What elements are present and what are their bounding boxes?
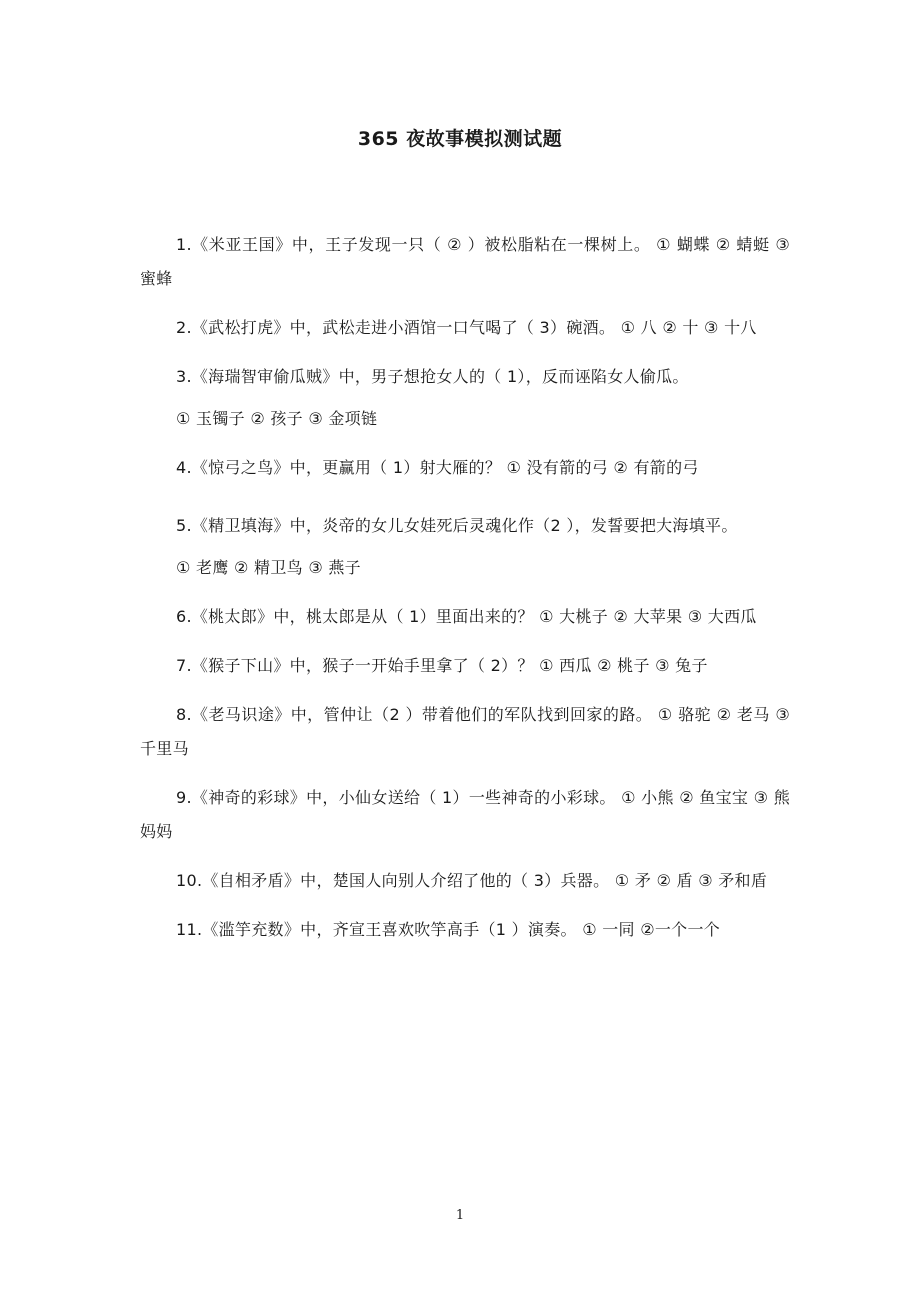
question-11: 11.《滥竽充数》中，齐宣王喜欢吹竽高手（1 ）演奏。 ① 一同 ②一个一个 <box>176 920 721 939</box>
page-title: 365 夜故事模拟测试题 <box>357 128 563 150</box>
question-5-options: ① 老鹰 ② 精卫鸟 ③ 燕子 <box>176 558 361 577</box>
page-number: 1 <box>455 1208 465 1223</box>
question-7: 7.《猴子下山》中，猴子一开始手里拿了（ 2）？ ① 西瓜 ② 桃子 ③ 兔子 <box>176 656 708 675</box>
question-list <box>140 228 790 962</box>
question-8: 8.《老马识途》中，管仲让（2 ）带着他们的军队找到回家的路。 ① 骆驼 ② 老马 ③ 千里马 <box>140 705 790 758</box>
question-6: 6.《桃太郎》中，桃太郎是从（ 1）里面出来的？ ① 大桃子 ② 大苹果 ③ 大西瓜 <box>176 607 757 626</box>
question-9: 9.《神奇的彩球》中，小仙女送给（ 1）一些神奇的小彩球。 ① 小熊 ② 鱼宝宝 ③ 熊妈妈 <box>140 788 790 841</box>
question-3: 3.《海瑞智审偷瓜贼》中，男子想抢女人的（ 1），反而诬陷女人偷瓜。 <box>176 367 689 386</box>
question-4: 4.《惊弓之鸟》中，更赢用（ 1）射大雁的？ ① 没有箭的弓 ② 有箭的弓 <box>176 458 699 477</box>
question-5: 5.《精卫填海》中，炎帝的女儿女娃死后灵魂化作（2 ），发誓要把大海填平。 <box>176 516 738 535</box>
question-10: 10.《自相矛盾》中，楚国人向别人介绍了他的（ 3）兵器。 ① 矛 ② 盾 ③ 矛和盾 <box>176 871 768 890</box>
question-3-options: ① 玉镯子 ② 孩子 ③ 金项链 <box>176 409 378 428</box>
question-1: 1.《米亚王国》中，王子发现一只（ ② ）被松脂粘在一棵树上。 ① 蝴蝶 ② 蜻蜓 ③ 蜜蜂 <box>140 235 790 288</box>
question-2: 2.《武松打虎》中，武松走进小酒馆一口气喝了（ 3）碗酒。 ① 八 ② 十 ③ 十八 <box>176 318 757 337</box>
